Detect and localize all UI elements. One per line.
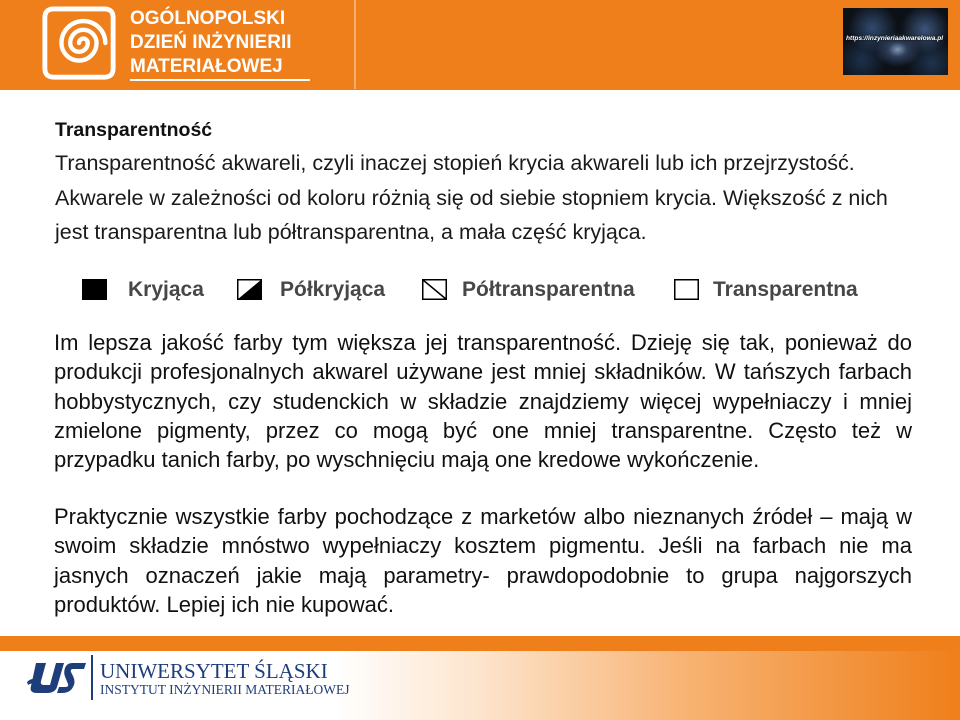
- artwork-caption: https://inzynieriaakwarelowa.pl: [846, 35, 944, 42]
- paragraph-line: zmielone pigmenty, przez co mogą być one mniej transparentne. Często też w: [54, 417, 912, 443]
- half-filled-square-icon: [237, 279, 262, 300]
- event-name-line: OGÓLNOPOLSKI: [130, 8, 286, 29]
- header-divider: [354, 0, 356, 89]
- paragraph-line: przypadku tanich farby, po wyschnięciu mają one kredowe wykończenie.: [54, 447, 760, 473]
- intro-line: jest transparentna lub półtransparentna, a mała część kryjąca.: [55, 220, 647, 244]
- event-name-line: MATERIAŁOWEJ: [130, 56, 283, 77]
- legend-label-semi-transparent: Półtransparentna: [462, 278, 635, 301]
- paragraph-line: produktów. Lepiej ich nie kupować.: [54, 591, 394, 617]
- empty-square-icon: [674, 279, 699, 300]
- event-name-line: DZIEŃ INŻYNIERII: [130, 32, 292, 53]
- intro-paragraph: [55, 146, 888, 250]
- institute-name: INSTYTUT INŻYNIERII MATERIAŁOWEJ: [100, 682, 350, 697]
- paragraph-line: jasnych oznaczeń jakie mają parametry- prawdopodobnie to grupa najgorszych: [54, 562, 912, 588]
- solid-square-icon: [82, 279, 107, 300]
- paragraph-line: produkcji profesjonalnych akwarel używane jest mniej składników. W tańszych farbach: [54, 359, 912, 385]
- diagonal-square-icon: [422, 279, 447, 300]
- paragraph-line: Praktycznie wszystkie farby pochodzące z marketów albo nieznanych źródeł – mają w: [54, 504, 912, 529]
- paragraph-line: hobbystycznych, czy studenckich w składzie znajdziemy więcej wypełniaczy i mniej: [54, 388, 912, 414]
- market-paragraph: [54, 502, 912, 619]
- legend-label-transparent: Transparentna: [713, 278, 858, 301]
- paragraph-line: swoim składzie mnóstwo wypełniaczy kosztem pigmentu. Jeśli na farbach nie ma: [54, 533, 912, 559]
- intro-line: Akwarele w zależności od koloru różnią się od siebie stopniem krycia. Większość z nich: [55, 185, 888, 210]
- legend-label-opaque: Kryjąca: [128, 278, 204, 301]
- intro-line: Transparentność akwareli, czyli inaczej stopień krycia akwareli lub ich przejrzystość.: [55, 151, 855, 175]
- event-name: [130, 7, 292, 79]
- spiral-logo-icon: [40, 4, 118, 82]
- quality-paragraph: [54, 328, 912, 474]
- artwork-image: [843, 8, 948, 75]
- footer-divider: [91, 655, 93, 700]
- event-name-underline: [130, 79, 310, 81]
- university-name: UNIWERSYTET ŚLĄSKI: [100, 659, 328, 683]
- paragraph-line: Im lepsza jakość farby tym większa jej transparentność. Dzieję się tak, ponieważ do: [54, 330, 912, 355]
- legend-label-semi-opaque: Półkryjąca: [280, 278, 386, 301]
- footer-stripe: [0, 636, 960, 651]
- section-title: Transparentność: [55, 119, 213, 141]
- university-logo-icon: [26, 658, 88, 698]
